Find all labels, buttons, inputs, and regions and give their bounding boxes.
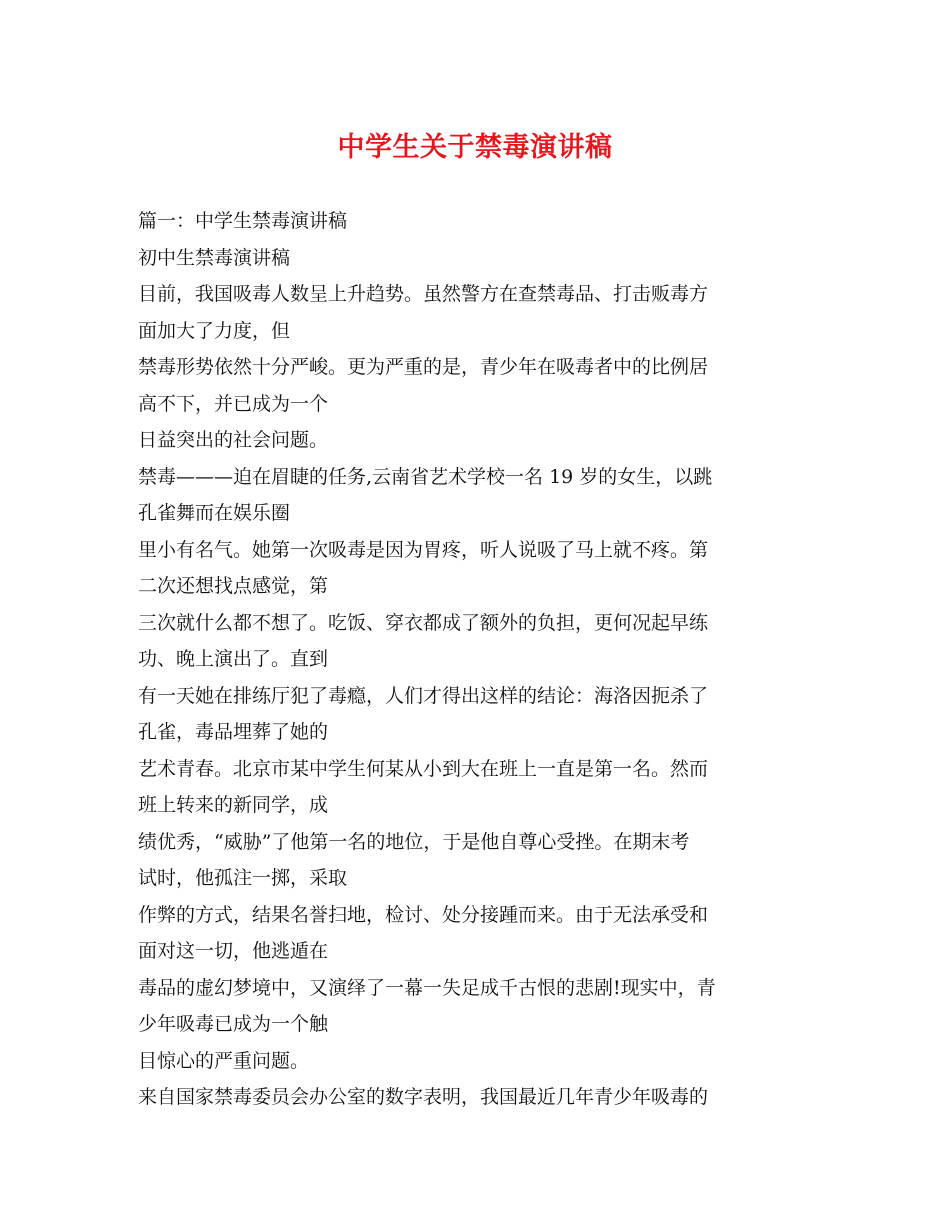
body-line: 初中生禁毒演讲稿 bbox=[138, 246, 291, 269]
body-line: 试时，他孤注一掷，采取 bbox=[138, 867, 348, 889]
body-line: 孔雀舞而在娱乐圈 bbox=[138, 502, 291, 524]
body-line: 少年吸毒已成为一个触 bbox=[138, 1013, 329, 1035]
body-line: 作弊的方式，结果名誉扫地，检讨、处分接踵而来。由于无法承受和 bbox=[138, 903, 709, 926]
body-line: 目惊心的严重问题。 bbox=[138, 1049, 310, 1072]
body-line: 目前，我国吸毒人数呈上升趋势。虽然警方在查禁毒品、打击贩毒方 bbox=[138, 283, 709, 305]
body-line: 里小有名气。她第一次吸毒是因为胃疼，听人说吸了马上就不疼。第 bbox=[138, 538, 709, 561]
body-line: 毒品的虚幻梦境中，又演绎了一幕一失足成千古恨的悲剧!现实中，青 bbox=[138, 976, 716, 999]
document-title: 中学生关于禁毒演讲稿 bbox=[337, 132, 613, 163]
body-line: 班上转来的新同学，成 bbox=[138, 794, 329, 816]
body-line: 二次还想找点感觉，第 bbox=[138, 575, 329, 597]
body-line: 有一天她在排练厅犯了毒瘾，人们才得出这样的结论：海洛因扼杀了 bbox=[138, 684, 709, 707]
document-body bbox=[138, 203, 818, 1116]
body-line: 面加大了力度，但 bbox=[138, 319, 291, 342]
body-line: 功、晚上演出了。直到 bbox=[138, 648, 329, 670]
body-line: 日益突出的社会问题。 bbox=[138, 429, 329, 451]
body-line: 篇一：中学生禁毒演讲稿 bbox=[138, 210, 348, 232]
body-line: 禁毒形势依然十分严峻。更为严重的是，青少年在吸毒者中的比例居 bbox=[138, 356, 709, 378]
body-line: 绩优秀，“威胁”了他第一名的地位，于是他自尊心受挫。在期末考 bbox=[138, 830, 690, 853]
body-line: 高不下，并已成为一个 bbox=[138, 392, 329, 415]
body-line: 孔雀，毒品埋葬了她的 bbox=[138, 721, 329, 743]
body-line: 来自国家禁毒委员会办公室的数字表明，我国最近几年青少年吸毒的 bbox=[138, 1086, 709, 1108]
body-line: 面对这一切，他逃遁在 bbox=[138, 940, 329, 962]
body-line: 禁毒———迫在眉睫的任务,云南省艺术学校一名 19 岁的女生，以跳 bbox=[138, 465, 713, 488]
body-line: 三次就什么都不想了。吃饭、穿衣都成了额外的负担，更何况起早练 bbox=[138, 611, 709, 634]
body-line: 艺术青春。北京市某中学生何某从小到大在班上一直是第一名。然而 bbox=[138, 757, 709, 780]
